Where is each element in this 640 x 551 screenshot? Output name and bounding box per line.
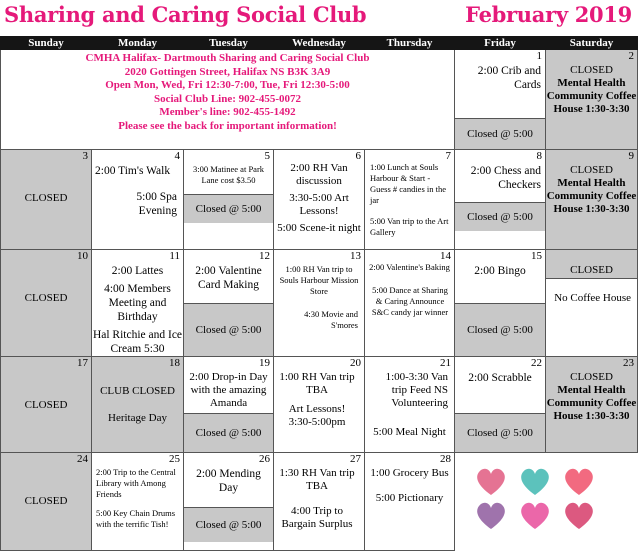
heart-icon (565, 469, 593, 495)
event: 2:00 Crib and Cards (477, 65, 541, 91)
day-number: 1 (536, 50, 542, 62)
day-cell-2 (546, 50, 638, 150)
event: 5:00 Van trip to the Art Gallery (370, 216, 449, 237)
closed-label: CLOSED (570, 164, 613, 176)
closed-label: CLOSED (570, 371, 613, 383)
event: 5:00 Scene-it night (277, 222, 361, 234)
event: No Coffee House (554, 292, 631, 304)
info-line: CMHA Halifax- Dartmouth Sharing and Caring Social Club (85, 52, 370, 64)
event: Mental Health Community Coffee House 1:30-3:30 (546, 77, 637, 115)
event: 2:00 RH Van discussion (290, 162, 348, 187)
calendar-grid (0, 36, 638, 551)
day-number: 15 (531, 250, 542, 262)
event: 2:00 Lattes (111, 265, 164, 277)
day-cell-28 (365, 453, 455, 551)
day-number: 28 (440, 453, 451, 465)
info-hours: Open Mon, Wed, Fri 12:30-7:00, Tue, Fri 12:30-5:00 (105, 79, 350, 91)
closed-time: Closed @ 5:00 (455, 118, 545, 149)
heart-icon (477, 469, 505, 495)
day-header-tuesday: Tuesday (184, 37, 274, 50)
day-cell-3 (1, 150, 92, 250)
event: Mental Health Community Coffee House 1:30-3:30 (546, 384, 637, 422)
day-cell-6 (274, 150, 365, 250)
day-cell-23 (546, 357, 638, 453)
day-cell-4 (92, 150, 184, 250)
day-cell-13 (274, 250, 365, 357)
day-header-wednesday: Wednesday (274, 37, 365, 50)
closed-label: CLUB CLOSED (100, 385, 175, 397)
day-number: 27 (350, 453, 361, 465)
info-social-line: Social Club Line: 902-455-0072 (154, 92, 301, 105)
day-cell-10 (1, 250, 92, 357)
day-number: 18 (169, 357, 180, 369)
day-header-sunday: Sunday (1, 37, 92, 50)
day-cell-26 (184, 453, 274, 551)
closed-time: Closed @ 5:00 (455, 303, 545, 356)
event: 1:00 Grocery Bus (370, 467, 449, 479)
event: 2:00 Chess and Checkers (470, 165, 541, 191)
day-cell-16 (546, 250, 638, 357)
day-number: 24 (77, 453, 88, 465)
heart-icon (521, 503, 549, 529)
day-number: 3 (82, 150, 88, 162)
day-cell-24 (1, 453, 92, 551)
day-header-thursday: Thursday (365, 37, 455, 50)
closed-time: Closed @ 5:00 (455, 413, 545, 452)
closed-label: CLOSED (570, 64, 613, 76)
day-number: 2 (628, 50, 634, 62)
info-member-line: Member's line: 902-455-1492 (159, 106, 296, 118)
day-number: 13 (350, 250, 361, 262)
event: 2:00 Tim's Walk (95, 165, 171, 177)
event: 5:00 Spa Evening (136, 191, 177, 217)
day-number: 19 (259, 357, 270, 369)
day-number: 21 (440, 357, 451, 369)
day-cell-20 (274, 357, 365, 453)
closed-time: Closed @ 5:00 (184, 303, 273, 356)
closed-time: Closed @ 5:00 (455, 202, 545, 231)
day-cell-21 (365, 357, 455, 453)
event: 1:00 Lunch at Souls Harbour & Start - Guess # candies in the jar (370, 162, 447, 205)
closed-time: Closed @ 5:00 (184, 507, 273, 542)
event: 1:30 RH Van trip TBA (279, 467, 355, 492)
day-number: 23 (623, 357, 634, 369)
closed-label: CLOSED (24, 192, 68, 204)
event: 1:00 RH Van trip TBA (279, 371, 355, 396)
day-cell-5 (184, 150, 274, 250)
day-number: 14 (440, 250, 451, 262)
hearts-cell (455, 453, 638, 551)
day-number: 17 (77, 357, 88, 369)
day-cell-14 (365, 250, 455, 357)
club-info-cell (1, 50, 455, 150)
event: 4:30 Movie and S'mores (304, 309, 358, 330)
day-cell-22 (455, 357, 546, 453)
info-note: Please see the back for important information! (118, 119, 337, 132)
info-address: 2020 Gottingen Street, Halifax NS B3K 3A9 (124, 65, 331, 78)
event: 2:00 Mending Day (196, 468, 261, 494)
heart-icon (477, 503, 505, 529)
event: Hal Ritchie and Ice Cream 5:30 (92, 329, 183, 355)
event: Mental Health Community Coffee House 1:30-3:30 (546, 177, 637, 215)
day-number: 7 (445, 150, 451, 162)
closed-label: CLOSED (546, 250, 637, 279)
day-number: 8 (536, 150, 542, 162)
event: Art Lessons! 3:30-5:00pm (288, 403, 346, 428)
hearts-decoration (475, 467, 615, 537)
day-number: 26 (259, 453, 270, 465)
event: 1:00-3:30 Van trip Feed NS Volunteering (385, 371, 448, 409)
event: 3:00 Matinee at Park Lane cost $3.50 (192, 164, 265, 185)
event: 1:00 RH Van trip to Souls Harbour Mission Store (279, 264, 359, 296)
event: 2:00 Drop-in Day with the amazing Amanda (189, 371, 268, 409)
closed-label: CLOSED (24, 292, 68, 304)
club-title: Sharing and Caring Social Club (4, 2, 367, 27)
day-cell-12 (184, 250, 274, 357)
event: 2:00 Valentine's Baking (369, 262, 450, 272)
closed-time: Closed @ 5:00 (184, 413, 273, 452)
day-number: 12 (259, 250, 270, 262)
day-number: 25 (169, 453, 180, 465)
event: 5:00 Meal Night (373, 426, 446, 438)
day-header-monday: Monday (92, 37, 184, 50)
closed-label: CLOSED (24, 495, 68, 507)
day-header-saturday: Saturday (546, 37, 638, 50)
day-cell-25 (92, 453, 184, 551)
event: 5:00 Dance at Sharing & Caring Announce S&C candy jar winner (371, 285, 449, 317)
heart-icon (565, 503, 593, 529)
day-number: 10 (77, 250, 88, 262)
day-number: 11 (169, 250, 180, 262)
day-cell-7 (365, 150, 455, 250)
day-cell-19 (184, 357, 274, 453)
day-cell-15 (455, 250, 546, 357)
day-number: 6 (355, 150, 361, 162)
event: 4:00 Trip to Bargain Surplus (281, 505, 353, 530)
day-number: 5 (264, 150, 270, 162)
day-header-friday: Friday (455, 37, 546, 50)
month-title: February 2019 (465, 2, 632, 27)
day-cell-27 (274, 453, 365, 551)
day-number: 22 (531, 357, 542, 369)
day-number: 4 (174, 150, 180, 162)
event: 2:00 Trip to the Central Library with Among Friends (96, 467, 176, 499)
event: 5:00 Key Chain Drums with the terrific Tish! (96, 508, 176, 529)
event: 2:00 Valentine Card Making (195, 265, 262, 291)
day-cell-18 (92, 357, 184, 453)
closed-label: CLOSED (24, 399, 68, 411)
event: 3:30-5:00 Art Lessons! (289, 192, 349, 217)
event: 4:00 Members Meeting and Birthday (104, 283, 171, 323)
closed-time: Closed @ 5:00 (184, 194, 273, 223)
day-cell-9 (546, 150, 638, 250)
heart-icon (521, 469, 549, 495)
event: 5:00 Pictionary (375, 492, 444, 504)
event: 2:00 Bingo (474, 265, 526, 277)
day-number: 9 (628, 150, 634, 162)
day-cell-1 (455, 50, 546, 150)
day-cell-11 (92, 250, 184, 357)
day-cell-17 (1, 357, 92, 453)
event: 2:00 Scrabble (468, 372, 532, 384)
event: Heritage Day (108, 412, 167, 424)
day-number: 20 (350, 357, 361, 369)
day-cell-8 (455, 150, 546, 250)
